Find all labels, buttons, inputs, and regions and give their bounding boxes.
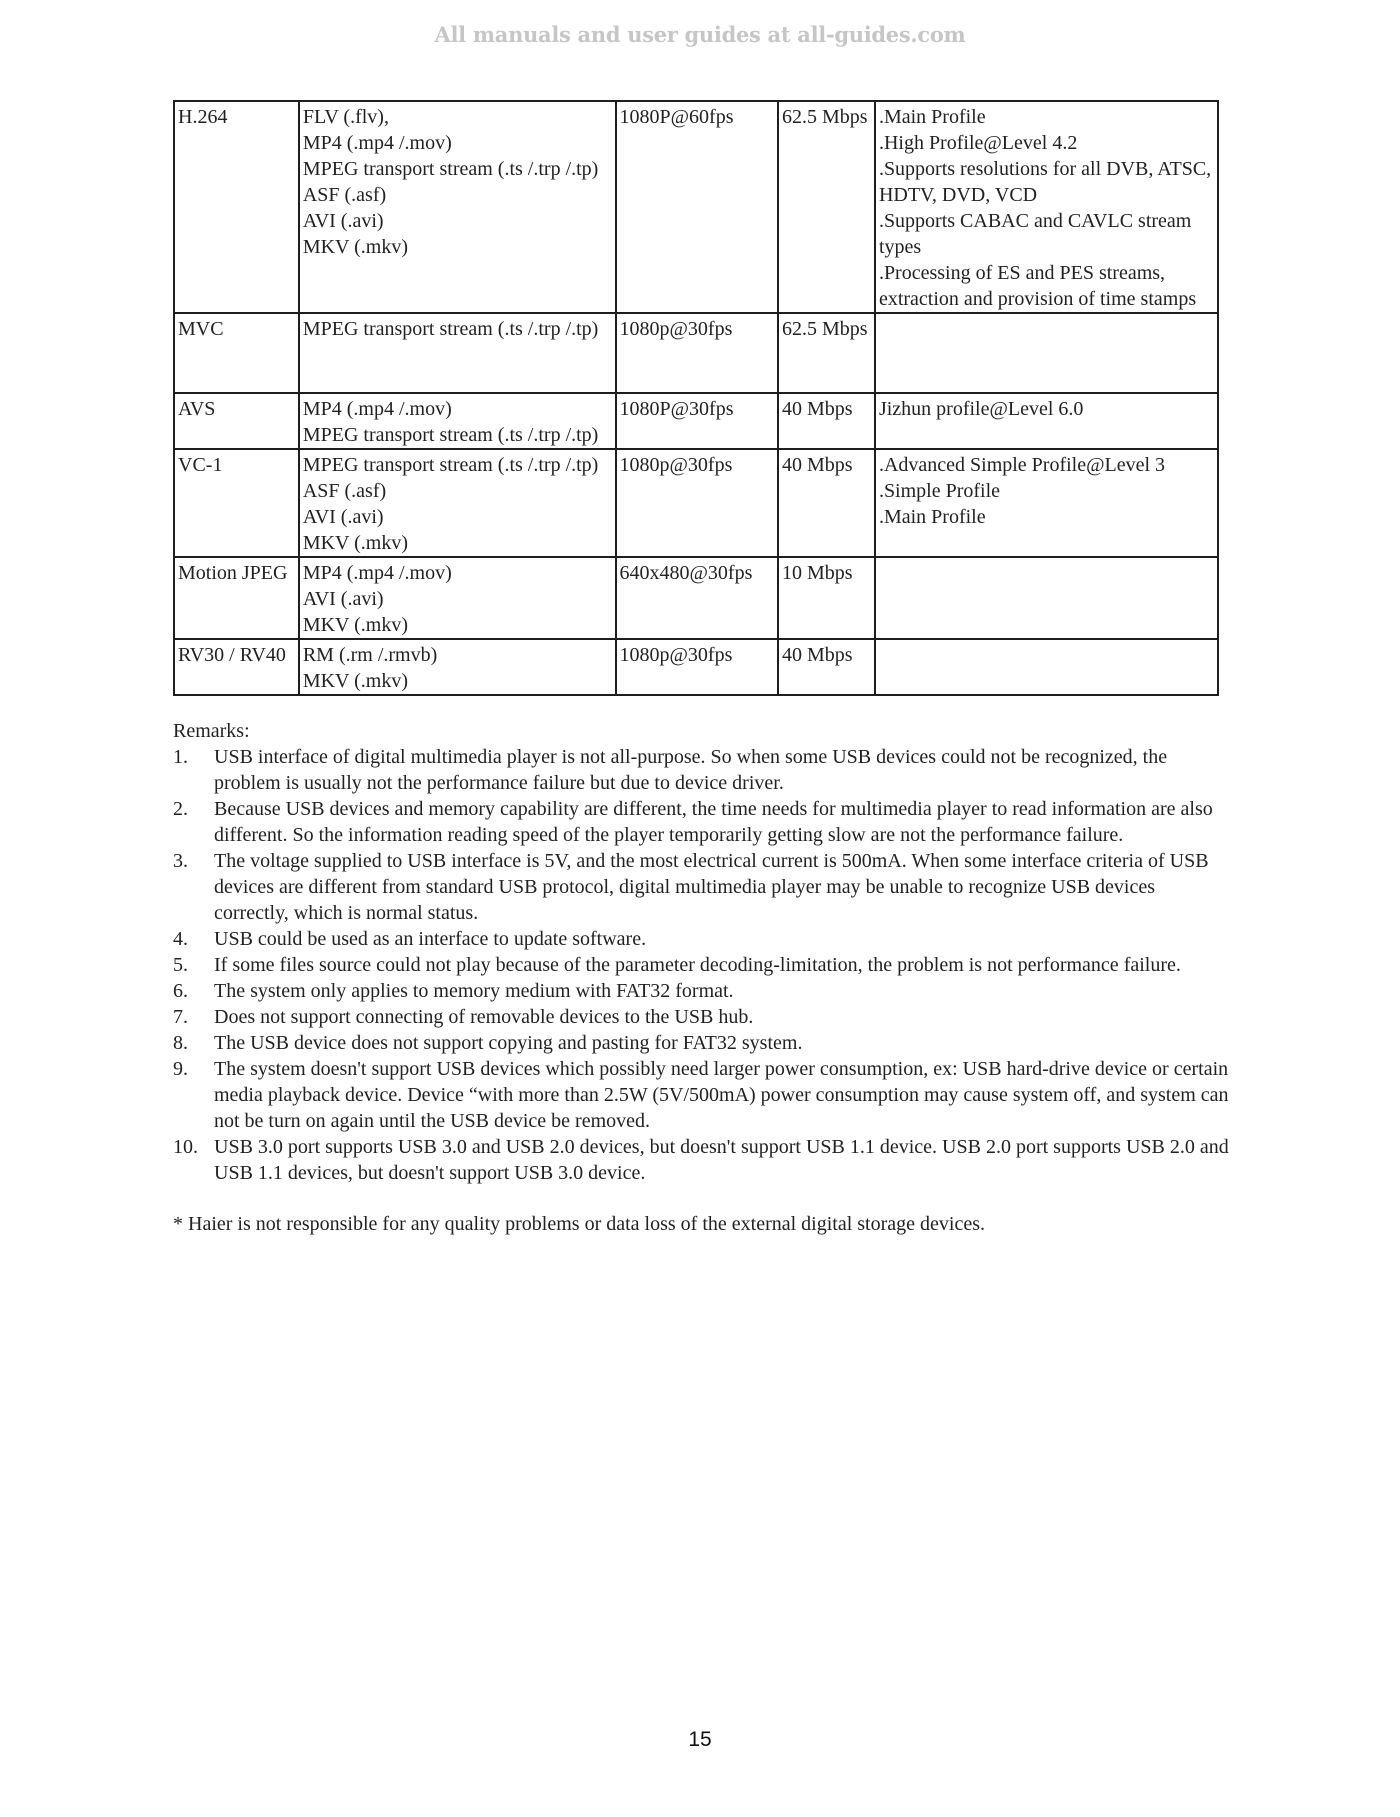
list-item-number: 6. [173, 980, 188, 1002]
list-item-text: The USB device does not support copying and pasting for FAT32 system. [214, 1032, 803, 1054]
table-row [174, 101, 1218, 313]
page-number: 15 [688, 1728, 712, 1751]
max-resolution: 1080P@30fps [619, 398, 734, 420]
container-format: MPEG transport stream (.ts /.trp /.tp) [302, 158, 599, 180]
max-bitrate: 40 Mbps [782, 454, 853, 476]
codec-support-table [173, 100, 1219, 696]
table-row [174, 393, 1218, 449]
container-format: MP4 (.mp4 /.mov) [302, 562, 452, 584]
codec-name: H.264 [178, 106, 228, 128]
list-item [173, 952, 1233, 978]
container-cell [299, 101, 616, 313]
codec-name: AVS [178, 398, 216, 420]
list-item-number: 7. [173, 1006, 188, 1028]
container-format: MPEG transport stream (.ts /.trp /.tp) [302, 424, 599, 446]
list-item [173, 1134, 1233, 1186]
list-item-number: 3. [173, 850, 188, 872]
max-bitrate: 62.5 Mbps [782, 318, 868, 340]
profile-remarks-cell [875, 393, 1218, 449]
container-cell [299, 393, 616, 449]
codec-name: VC-1 [178, 454, 223, 476]
codec-cell [174, 101, 299, 313]
list-item-number: 9. [173, 1058, 188, 1080]
remarks-section [173, 718, 1233, 1186]
profile-remarks-cell [875, 639, 1218, 695]
max-resolution: 640x480@30fps [619, 562, 753, 584]
codec-cell [174, 557, 299, 639]
remarks-list [173, 744, 1233, 1186]
resolution-cell [616, 101, 779, 313]
list-item-number: 2. [173, 798, 188, 820]
max-bitrate: 10 Mbps [782, 562, 853, 584]
profile-remark: .Supports CABAC and CAVLC stream types [878, 210, 1192, 258]
list-item [173, 848, 1233, 926]
table-row [174, 557, 1218, 639]
container-format: MP4 (.mp4 /.mov) [302, 398, 452, 420]
max-resolution: 1080p@30fps [619, 318, 733, 340]
profile-remark: .Processing of ES and PES streams, extraction and provision of time stamps [878, 262, 1197, 310]
list-item-text: The system doesn't support USB devices which possibly need larger power consumption, ex: USB hard-drive device or certain media playback device. Device “with more than 2.5W (5V/500mA) power consumption may cause system off, and system can not be turn on again until the USB device be removed. [214, 1058, 1229, 1132]
container-format: MKV (.mkv) [302, 532, 409, 554]
bitrate-cell [778, 639, 875, 695]
container-format: ASF (.asf) [302, 184, 387, 206]
list-item [173, 978, 1233, 1004]
profile-remark: .Advanced Simple Profile@Level 3 [878, 454, 1166, 476]
site-watermark: All manuals and user guides at all-guides.com [434, 22, 966, 47]
list-item-number: 10. [173, 1136, 198, 1158]
container-format: ASF (.asf) [302, 480, 387, 502]
profile-remarks-cell [875, 313, 1218, 393]
list-item-text: Does not support connecting of removable devices to the USB hub. [214, 1006, 754, 1028]
max-resolution: 1080p@30fps [619, 454, 733, 476]
list-item-text: USB interface of digital multimedia player is not all-purpose. So when some USB devices could not be recognized, the problem is usually not the performance failure but due to device driver. [214, 746, 1168, 794]
profile-remark: .Main Profile [878, 506, 986, 528]
codec-name: Motion JPEG [178, 562, 288, 584]
list-item-number: 1. [173, 746, 188, 768]
list-item [173, 1056, 1233, 1134]
list-item-text: The system only applies to memory medium with FAT32 format. [214, 980, 734, 1002]
list-item-text: The voltage supplied to USB interface is 5V, and the most electrical current is 500mA. When some interface criteria of USB devices are different from standard USB protocol, digital multimedia player may be unable to recognize USB devices correctly, which is normal status. [214, 850, 1209, 924]
container-format: MKV (.mkv) [302, 670, 409, 692]
profile-remarks-cell [875, 449, 1218, 557]
container-format: FLV (.flv), [302, 106, 389, 128]
disclaimer-footnote: * Haier is not responsible for any quality problems or data loss of the external digital storage devices. [173, 1213, 986, 1235]
codec-name: MVC [178, 318, 224, 340]
codec-name: RV30 / RV40 [178, 644, 286, 666]
bitrate-cell [778, 393, 875, 449]
container-format: AVI (.avi) [302, 210, 384, 232]
container-format: MPEG transport stream (.ts /.trp /.tp) [302, 318, 599, 340]
list-item [173, 796, 1233, 848]
container-cell [299, 449, 616, 557]
codec-cell [174, 449, 299, 557]
container-format: MKV (.mkv) [302, 614, 409, 636]
profile-remark: Jizhun profile@Level 6.0 [878, 398, 1084, 420]
list-item-number: 4. [173, 928, 188, 950]
bitrate-cell [778, 449, 875, 557]
list-item [173, 1030, 1233, 1056]
resolution-cell [616, 557, 779, 639]
container-format: AVI (.avi) [302, 588, 384, 610]
list-item-text: If some files source could not play because of the parameter decoding-limitation, the problem is not performance failure. [214, 954, 1181, 976]
bitrate-cell [778, 313, 875, 393]
max-resolution: 1080p@30fps [619, 644, 733, 666]
table-row [174, 449, 1218, 557]
container-format: MPEG transport stream (.ts /.trp /.tp) [302, 454, 599, 476]
bitrate-cell [778, 557, 875, 639]
list-item [173, 926, 1233, 952]
container-format: MKV (.mkv) [302, 236, 409, 258]
container-cell [299, 639, 616, 695]
max-bitrate: 40 Mbps [782, 398, 853, 420]
profile-remark: .High Profile@Level 4.2 [878, 132, 1078, 154]
container-cell [299, 557, 616, 639]
profile-remark: .Simple Profile [878, 480, 1001, 502]
list-item-number: 5. [173, 954, 188, 976]
codec-cell [174, 639, 299, 695]
profile-remark: .Main Profile [878, 106, 986, 128]
profile-remarks-cell [875, 557, 1218, 639]
list-item-number: 8. [173, 1032, 188, 1054]
codec-cell [174, 313, 299, 393]
container-cell [299, 313, 616, 393]
max-bitrate: 40 Mbps [782, 644, 853, 666]
table-row [174, 313, 1218, 393]
max-bitrate: 62.5 Mbps [782, 106, 868, 128]
codec-table-body [174, 101, 1218, 695]
container-format: MP4 (.mp4 /.mov) [302, 132, 452, 154]
list-item [173, 744, 1233, 796]
codec-cell [174, 393, 299, 449]
container-format: AVI (.avi) [302, 506, 384, 528]
profile-remark: .Supports resolutions for all DVB, ATSC, HDTV, DVD, VCD [878, 158, 1212, 206]
container-format: RM (.rm /.rmvb) [302, 644, 438, 666]
resolution-cell [616, 449, 779, 557]
max-resolution: 1080P@60fps [619, 106, 734, 128]
list-item-text: Because USB devices and memory capability are different, the time needs for multimedia player to read information are also different. So the information reading speed of the player temporarily getting slow are not the performance failure. [214, 798, 1213, 846]
bitrate-cell [778, 101, 875, 313]
resolution-cell [616, 313, 779, 393]
profile-remarks-cell [875, 101, 1218, 313]
table-row [174, 639, 1218, 695]
resolution-cell [616, 639, 779, 695]
list-item [173, 1004, 1233, 1030]
resolution-cell [616, 393, 779, 449]
list-item-text: USB 3.0 port supports USB 3.0 and USB 2.0 devices, but doesn't support USB 1.1 device. USB 2.0 port supports USB 2.0 and USB 1.1 devices, but doesn't support USB 3.0 device. [214, 1136, 1229, 1184]
list-item-text: USB could be used as an interface to update software. [214, 928, 647, 950]
remarks-title: Remarks: [173, 720, 250, 742]
